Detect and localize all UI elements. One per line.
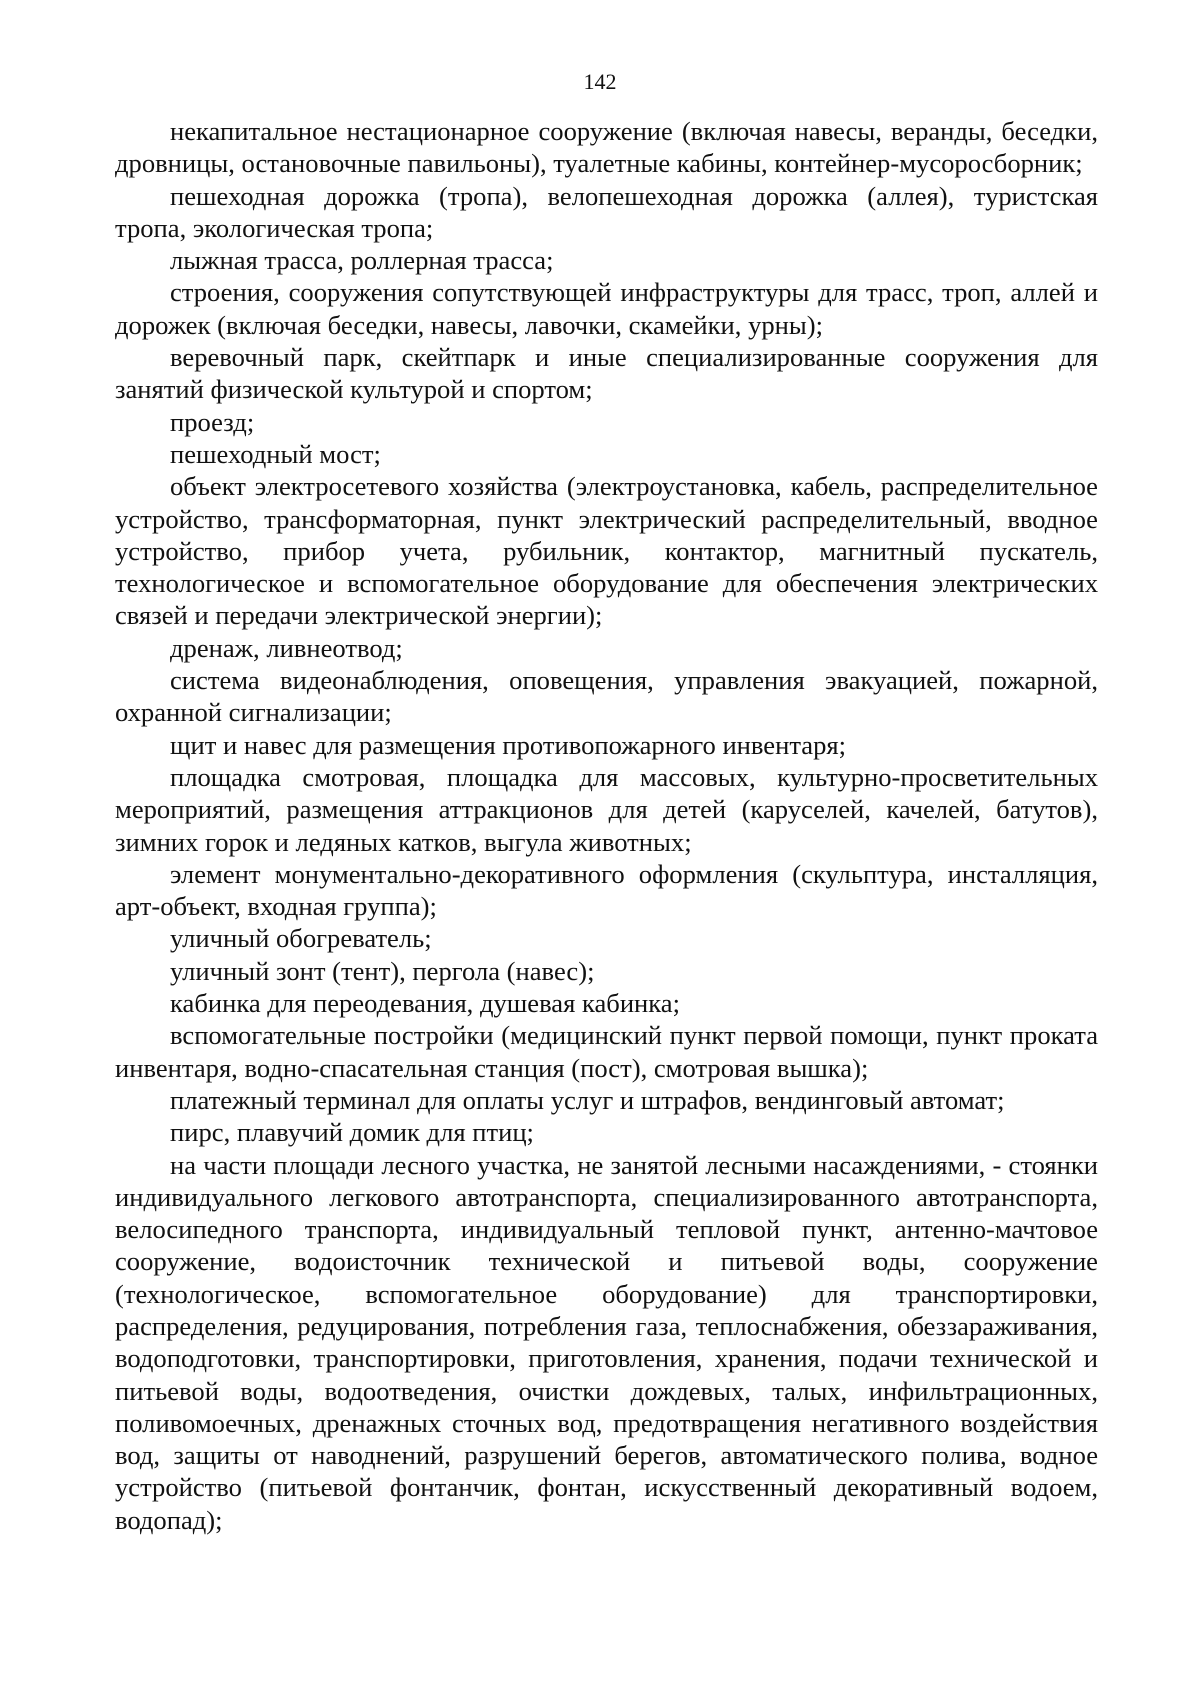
paragraph-11: щит и навес для размещения противопожарного инвентаря; <box>170 729 847 760</box>
paragraph-3: лыжная трасса, роллерная трасса; <box>170 245 554 276</box>
paragraph-4: строения, сооружения сопутствующей инфраструктуры для трасс, троп, аллей и дорожек (включая беседки, навесы, лавочки, скамейки, урны); <box>115 277 1098 340</box>
paragraph-9: дренаж, ливнеотвод; <box>170 632 403 663</box>
paragraph-18: платежный терминал для оплаты услуг и штрафов, вендинговый автомат; <box>170 1084 1005 1115</box>
paragraph-1: некапитальное нестационарное сооружение (включая навесы, веранды, беседки, дровницы, остановочные павильоны), туалетные кабины, контейнер-мусоросборник; <box>115 116 1098 179</box>
paragraph-16: кабинка для переодевания, душевая кабинка; <box>170 988 680 1019</box>
paragraph-2: пешеходная дорожка (тропа), велопешеходная дорожка (аллея), туристская тропа, экологическая тропа; <box>115 180 1098 243</box>
paragraph-13: элемент монументально-декоративного оформления (скульптура, инсталляция, арт-объект, входная группа); <box>115 858 1098 922</box>
paragraph-17: вспомогательные постройки (медицинский пункт первой помощи, пункт проката инвентаря, водно-спасательная станция (пост), смотровая вышка); <box>115 1020 1098 1083</box>
page-number: 142 <box>583 69 617 94</box>
paragraph-10: система видеонаблюдения, оповещения, управления эвакуацией, пожарной, охранной сигнализации; <box>115 665 1098 728</box>
paragraph-20: на части площади лесного участка, не занятой лесными насаждениями, - стоянки индивидуального легкового автотранспорта, специализированного автотранспорта, велосипедного транспорта, индивидуальный тепловой пункт, антенно-мачтовое сооружение, водоисточник технической и питьевой воды, сооружение (технологическое, вспомогательное оборудование) для транспортировки, распределения, редуцирования, потребления газа, теплоснабжения, обеззараживания, водоподготовки, транспортировки, приготовления, хранения, подачи технической и питьевой воды, водоотведения, очистки дождевых, талых, инфильтрационных, поливомоечных, дренажных сточных вод, предотвращения негативного воздействия вод, защиты от наводнений, разрушений берегов, автоматического полива, водное устройство (питьевой фонтанчик, фонтан, искусственный декоративный водоем, водопад); <box>115 1149 1098 1535</box>
page-body <box>115 115 1098 1536</box>
paragraph-14: уличный обогреватель; <box>170 923 432 954</box>
paragraph-6: проезд; <box>170 406 255 437</box>
paragraph-5: веревочный парк, скейтпарк и иные специализированные сооружения для занятий физической культурой и спортом; <box>115 342 1098 405</box>
paragraph-19: пирс, плавучий домик для птиц; <box>170 1117 534 1148</box>
paragraph-8: объект электросетевого хозяйства (электроустановка, кабель, распределительное устройство, трансформаторная, пункт электрический распределительный, вводное устройство, прибор учета, рубильник, контактор, магнитный пускатель, технологическое и вспомогательное оборудование для обеспечения электрических связей и передачи электрической энергии); <box>115 471 1098 631</box>
paragraph-7: пешеходный мост; <box>170 438 381 469</box>
paragraph-12: площадка смотровая, площадка для массовых, культурно-просветительных мероприятий, размещения аттракционов для детей (каруселей, качелей, батутов), зимних горок и ледяных катков, выгула животных; <box>115 761 1098 857</box>
paragraph-15: уличный зонт (тент), пергола (навес); <box>170 955 595 986</box>
